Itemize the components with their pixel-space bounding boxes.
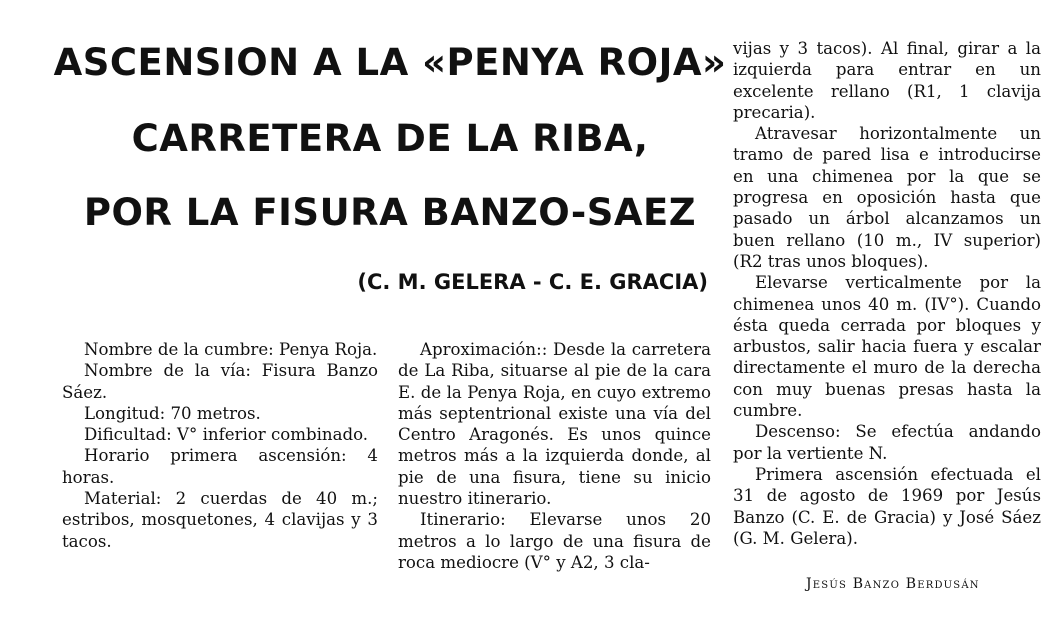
route-difficulty: Dificultad: V° inferior combinado. — [84, 425, 369, 445]
article-title-line-3: POR LA FISURA BANZO-SAEZ — [83, 191, 697, 234]
approach-column — [398, 339, 711, 573]
first-ascent-time: Horario primera ascensión: 4 horas. — [62, 446, 378, 487]
article-title-line-1: ASCENSION A LA «PENYA ROJA» — [53, 41, 727, 84]
descent-paragraph: Descenso: Se efectúa andando por la vertiente N. — [733, 422, 1041, 463]
route-length: Longitud: 70 metros. — [84, 403, 261, 423]
traverse-paragraph: Atravesar horizontalmente un tramo de pared lisa e introducirse en una chimenea por la que se progresa en oposición hasta que pasado un árbol alcanzamos un buen rellano (10 m., IV superior) (R2 tras unos bloques). — [733, 124, 1041, 271]
authors-byline: (C. M. GELERA - C. E. GRACIA) — [357, 270, 708, 294]
route-material: Material: 2 cuerdas de 40 m.; estribos, mosquetones, 4 clavijas y 3 tacos. — [62, 489, 378, 551]
itinerary-column — [733, 38, 1041, 549]
chimney-paragraph: Elevarse verticalmente por la chimenea unos 40 m. (IV°). Cuando ésta queda cerrada por bloques y arbustos, salir hacia fuera y escalar directamente el muro de la derecha con muy buenas presas hasta la cumbre. — [733, 273, 1041, 421]
route-data-column — [62, 339, 378, 552]
article-title-line-2: CARRETERA DE LA RIBA, — [131, 117, 649, 160]
first-ascent-paragraph: Primera ascensión efectuada el 31 de agosto de 1969 por Jesús Banzo (C. E. de Gracia) y José Sáez (G. M. Gelera). — [733, 464, 1041, 548]
author-signature: Jesús Banzo Berdusán — [806, 576, 980, 592]
approach-paragraph: Aproximación:: Desde la carretera de La Riba, situarse al pie de la cara E. de la Penya Roja, en cuyo extremo más septentrional existe una vía del Centro Aragonés. Es unos quince metros más a la izquierda donde, al pie de una fisura, tiene su inicio nuestro itinerario. — [398, 340, 711, 509]
summit-name: Nombre de la cumbre: Penya Roja. — [84, 340, 378, 359]
itinerary-continuation: vijas y 3 tacos). Al final, girar a la izquierda para entrar en un excelente rellano (R1, 1 clavija precaria). — [733, 39, 1041, 122]
itinerary-paragraph: Itinerario: Elevarse unos 20 metros a lo largo de una fisura de roca mediocre (V° y A2, 3 cla- — [398, 510, 711, 572]
route-name: Nombre de la vía: Fisura Banzo Sáez. — [62, 361, 378, 402]
